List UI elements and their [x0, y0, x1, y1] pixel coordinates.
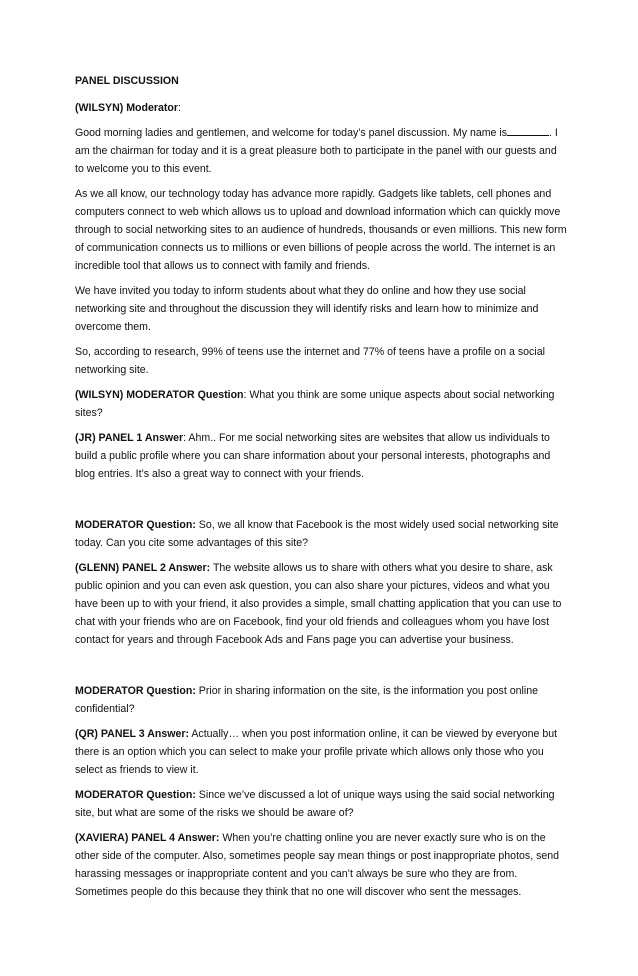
answer-1-text: : Ahm.. For me social networking sites are websites that allow us individuals to build a public profile where you can share information about your personal interests, photographs and blog entries. It’s also a great way to connect with your friends.: [75, 432, 551, 480]
moderator-label: (WILSYN) Moderator: [75, 102, 178, 114]
paragraph-research: So, according to research, 99% of teens use the internet and 77% of teens have a profile on a social networking site.: [75, 346, 545, 376]
answer-1-label: (JR) PANEL 1 Answer: [75, 432, 184, 444]
answer-4: [75, 829, 567, 901]
answer-1: [75, 429, 567, 483]
answer-2-text: The website allows us to share with others what you desire to share, ask public opinion and you can even ask question, you can also share your pictures, videos and what you have been up to with your friend, it also provides a simple, small chatting application that you can use to chat with your friends who are on Facebook, find your old friends and colleagues whom you have lost contact for years and through Facebook Ads and Fans page you can advertise your business.: [75, 562, 562, 646]
answer-4-label: (XAVIERA) PANEL 4 Answer:: [75, 832, 220, 844]
intro-text-part1: Good morning ladies and gentlemen, and welcome for today’s panel discussion. My name is: [75, 127, 508, 139]
question-2: [75, 516, 567, 552]
answer-3-label: (QR) PANEL 3 Answer:: [75, 728, 189, 740]
question-1-label: (WILSYN) MODERATOR Question: [75, 389, 244, 401]
question-3-text: Prior in sharing information on the site, is the information you post online confidential?: [75, 685, 538, 715]
answer-3: [75, 725, 567, 779]
answer-2: [75, 559, 567, 649]
question-4-label: MODERATOR Question:: [75, 789, 196, 801]
intro-text-part2: . I am the chairman for today and it is a great pleasure both to participate in the panel with our guests and to welcome you to this event.: [75, 127, 558, 175]
answer-2-label: (GLENN) PANEL 2 Answer:: [75, 562, 211, 574]
name-blank-line: [507, 126, 549, 136]
moderator-label-suffix: :: [178, 102, 181, 114]
answer-4-text: When you’re chatting online you are never exactly sure who is on the other side of the computer. Also, sometimes people say mean things or post inappropriate photos, send harassing messages or inappropriate content and you can’t always be sure who they are from. Sometimes people do this because they think that no one will discover who sent the messages.: [75, 832, 560, 898]
moderator-heading: [75, 99, 567, 117]
question-2-label: MODERATOR Question:: [75, 519, 196, 531]
answer-3-text: Actually… when you post information online, it can be viewed by everyone but there is an option which you can select to make your profile private which allows only those who you select as friends to view it.: [75, 728, 558, 776]
question-3: [75, 682, 567, 718]
question-3-label: MODERATOR Question:: [75, 685, 196, 697]
question-1-text: : What you think are some unique aspects about social networking sites?: [75, 389, 555, 419]
question-4: [75, 786, 567, 822]
spacer: [75, 490, 567, 516]
question-4-text: Since we’ve discussed a lot of unique ways using the said social networking site, but what are some of the risks we should be aware of?: [75, 789, 555, 819]
paragraph-technology: As we all know, our technology today has advance more rapidly. Gadgets like tablets, cell phones and computers connect to web which allows us to upload and download information which can quickly move through to social networking sites to an audience of hundreds, thousands or even millions. This new form of communication connects us to millions or even billions of people across the world. The internet is an incredible tool that allows us to connect with family and friends.: [75, 188, 567, 272]
intro-paragraph: [75, 124, 567, 178]
question-1: [75, 386, 567, 422]
paragraph-invitation: We have invited you today to inform students about what they do online and how they use social networking site and throughout the discussion they will identify risks and learn how to minimize and overcome them.: [75, 285, 539, 333]
document-body: [75, 72, 567, 908]
document-title: PANEL DISCUSSION: [75, 75, 179, 87]
question-2-text: So, we all know that Facebook is the most widely used social networking site today. Can you cite some advantages of this site?: [75, 519, 559, 549]
spacer: [75, 656, 567, 682]
